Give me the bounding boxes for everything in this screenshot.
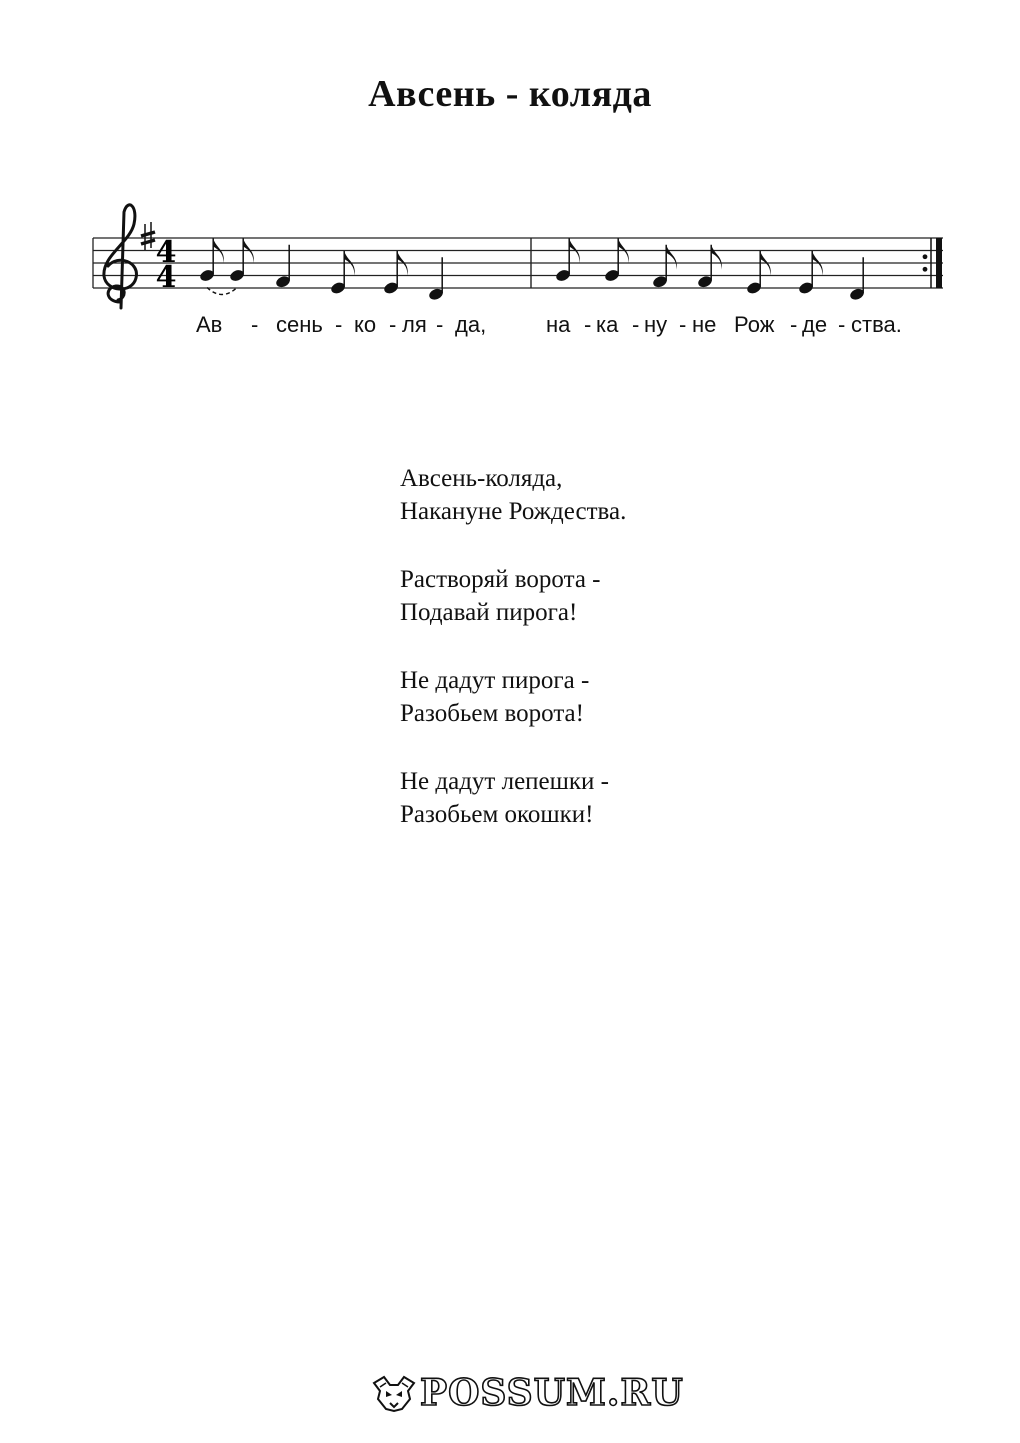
lyric-hyphen: - [389,312,397,337]
lyric-syllable: де [802,312,828,337]
lyric-syllable: ства. [851,312,902,337]
footer-logo-text: POSSUM.RU [420,1372,684,1414]
lyric-syllable: на [546,312,571,337]
page-title: Авсень - коляда [368,73,652,115]
verse-line: Не дадут лепешки - [400,768,610,795]
possum-head-icon [372,1373,416,1413]
verse-stanza [400,462,626,528]
lyric-syllable: да, [455,312,487,337]
repeat-thick-bar [936,238,942,288]
time-signature-denominator: 4 [155,260,177,295]
footer-logo[interactable] [372,1372,684,1414]
time-signature-numerator: 4 [155,235,177,270]
verses [400,462,626,866]
music-staff [0,190,1020,320]
lyric-hyphen: - [790,312,798,337]
lyric-hyphen: - [632,312,640,337]
eighth-flag [666,245,677,270]
lyric-syllable: Рож [734,312,775,337]
repeat-dot [923,267,928,272]
lyric-syllable: сень [276,312,323,337]
lyric-syllable: ну [644,312,668,337]
lyric-syllable: ко [354,312,377,337]
lyric-syllable: Ав [196,312,223,337]
staff-lyrics [0,312,1020,348]
lyric-syllable: ка [596,312,619,337]
lyric-hyphen: - [584,312,592,337]
treble-clef-icon [104,205,137,308]
verse-stanza [400,664,626,730]
sharp-key-signature-icon [141,222,155,250]
lyric-hyphen: - [679,312,687,337]
lyric-hyphen: - [436,312,444,337]
verse-stanza [400,765,626,831]
lyric-hyphen: - [251,312,259,337]
verse-line: Растворяй ворота - [400,566,601,593]
lyric-hyphen: - [838,312,846,337]
lyric-hyphen: - [335,312,343,337]
verse-line: Разобьем ворота! [400,700,584,727]
lyric-syllable: не [692,312,717,337]
lyric-syllable: ля [402,312,427,337]
verse-line: Подавай пирога! [400,599,578,626]
verse-line: Разобьем окошки! [400,801,594,828]
repeat-dot [923,254,928,259]
verse-stanza [400,563,626,629]
eighth-flag [711,245,722,270]
verse-line: Авсень-коляда, [400,465,563,492]
verse-line: Накануне Рождества. [400,498,627,525]
verse-line: Не дадут пирога - [400,667,590,694]
